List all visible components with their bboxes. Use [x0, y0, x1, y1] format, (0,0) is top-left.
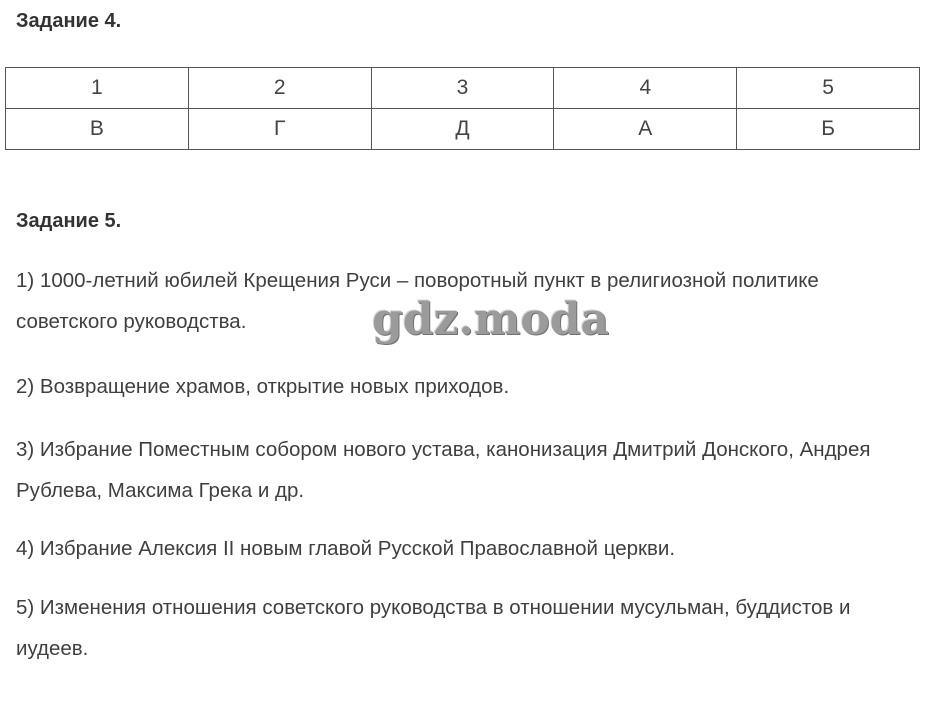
answer-item-4: 4) Избрание Алексия II новым главой Русской Православной церкви.: [16, 537, 676, 560]
table-row-numbers: [6, 68, 920, 109]
table-cell-number-1: 1: [6, 68, 189, 109]
task4-heading: Задание 4.: [16, 10, 122, 32]
table-cell-letter-1: В: [6, 109, 189, 150]
answer-item-3: 3) Избрание Поместным собором нового устава, канонизация Дмитрий Донского, Андрея Рублева, Максима Грека и др.: [16, 438, 871, 502]
table-cell-number-3: 3: [371, 68, 554, 109]
table-cell-letter-3: Д: [371, 109, 554, 150]
table-cell-number-5: 5: [737, 68, 920, 109]
watermark-logo: gdz.moda: [372, 294, 610, 345]
answer-table: [5, 67, 920, 150]
answer-item-2: 2) Возвращение храмов, открытие новых приходов.: [16, 375, 510, 398]
table-cell-letter-2: Г: [188, 109, 371, 150]
table-cell-letter-5: Б: [737, 109, 920, 150]
table-cell-letter-4: А: [554, 109, 737, 150]
table-row-letters: [6, 109, 920, 150]
table-cell-number-2: 2: [188, 68, 371, 109]
task5-heading: Задание 5.: [16, 210, 122, 232]
answer-item-5: 5) Изменения отношения советского руководства в отношении мусульман, буддистов и иудеев.: [16, 596, 851, 660]
answer-item-1: 1) 1000-летний юбилей Крещения Руси – поворотный пункт в религиозной политике советского руководства.: [16, 269, 819, 333]
table-cell-number-4: 4: [554, 68, 737, 109]
